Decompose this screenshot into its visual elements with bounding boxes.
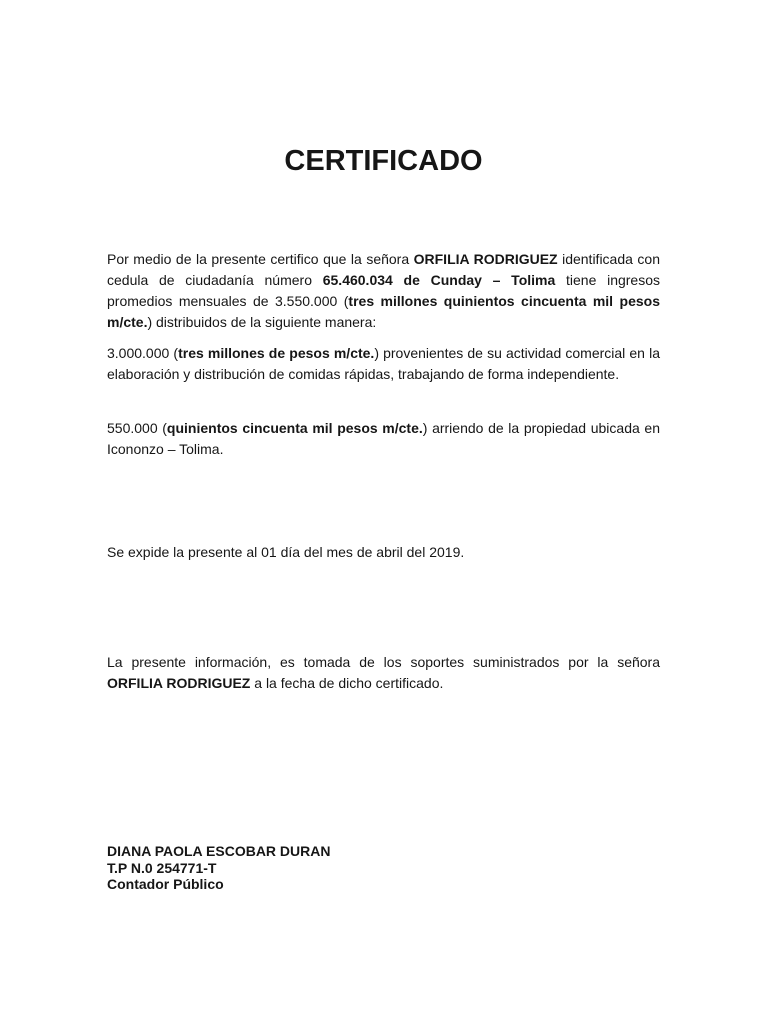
text-run: identificada con cedula de ciudadanía número xyxy=(107,251,660,288)
amount-in-words: tres millones de pesos m/cte. xyxy=(178,345,375,361)
person-name: ORFILIA RODRIGUEZ xyxy=(413,251,558,267)
text-run: a la fecha de dicho certificado. xyxy=(250,675,444,691)
text-run: ) arriendo de la propiedad ubicada en Icononzo – Tolima. xyxy=(107,420,660,457)
paragraph-disclaimer xyxy=(107,652,660,694)
person-name: ORFILIA RODRIGUEZ xyxy=(107,675,251,691)
issue-date-line: Se expide la presente al 01 día del mes de abril del 2019. xyxy=(107,544,465,560)
signer-name: DIANA PAOLA ESCOBAR DURAN xyxy=(107,843,331,859)
text-run: tiene ingresos promedios mensuales de 3.550.000 ( xyxy=(107,272,661,309)
text-run: ) distribuidos de la siguiente manera: xyxy=(147,314,377,330)
paragraph-intro xyxy=(107,249,660,333)
id-number: 65.460.034 de Cunday – Tolima xyxy=(322,272,556,288)
amount-in-words: quinientos cincuenta mil pesos m/cte. xyxy=(166,420,423,436)
signer-license: T.P N.0 254771-T xyxy=(107,859,217,876)
signature-block xyxy=(107,843,660,893)
paragraph-income-rent xyxy=(107,418,660,460)
amount-in-words: tres millones quinientos cincuenta mil pesos m/cte. xyxy=(107,293,660,330)
signer-role: Contador Público xyxy=(107,876,224,892)
text-run: Por medio de la presente certifico que la señora xyxy=(107,251,414,267)
text-run: 550.000 ( xyxy=(107,420,167,436)
document-title: CERTIFICADO xyxy=(284,145,483,177)
text-run: 3.000.000 ( xyxy=(107,345,179,361)
paragraph-income-commercial xyxy=(107,343,660,385)
text-run: ) provenientes de su actividad comercial en la elaboración y distribución de comidas rápidas, trabajando de forma independiente. xyxy=(107,345,660,382)
text-run: La presente información, es tomada de los soportes suministrados por la señora xyxy=(107,654,660,670)
